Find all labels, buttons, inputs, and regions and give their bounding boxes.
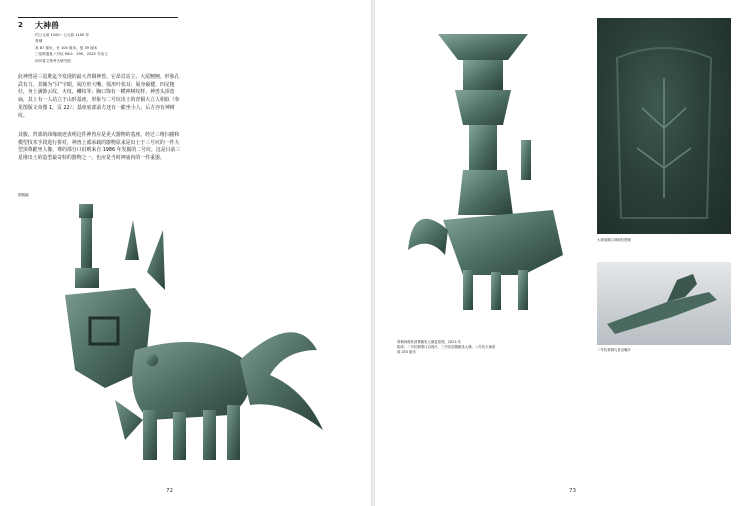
page-number-right: 73 (569, 488, 576, 494)
meta-dimensions: 高 87 厘米，长 104 厘米，宽 39 厘米 (35, 45, 98, 50)
bird-head-fragment-photo (597, 262, 731, 345)
body-paragraph-1: 此神兽是三星堆迄今发现的最大青铜神兽。它昂首站立，大尾翘翘，形象孔武有力。其额为“目”字眼，阔方形大嘴，弧形叶状耳；展身硕健，四足粗壮，身上满饰云纹、火纹、鳞纹等；胸口饰有一横神树纹样。神兽头顶宽扁，其上有一人站立于山形基座，形象与二号坑出土的青铜大立人相似（参见图版文章图 1，页 22）；基座底部前方还有一跪坐小人，后方亦有神树纹。 (18, 74, 180, 119)
caption-composition: 构成：二号坑铜尊口沿残片、三号坑顶尊跪坐人像、八号坑大神兽 (397, 345, 496, 349)
detail-caption: 大神兽胸口神树纹图案 (597, 238, 631, 242)
reconstruction-caption (397, 340, 547, 355)
body-paragraph-2: 其腹、背部的纬缘痕迹表明这件神兽应是更大器物的基座。经过三维扫描和模型技术手段进行拼对，神兽上部承载的器物原来是出土于三号坑的一件大型顶尊跪坐人像，尊的部分口沿则来自 1986 年发掘的二号坑。这是目前三星堆出土的造型最奇特的器物之一，也应是当时神庙内的一件重器。 (18, 132, 181, 162)
right-page (375, 0, 746, 506)
fragment-shape (597, 262, 731, 345)
caption-height: 高 253 厘米 (397, 350, 416, 354)
caption-title: 青铜神兽驮顶尊跪坐人像复原图，2023 年 (397, 340, 461, 344)
meta-provenance: 三星堆遗址八号坑 K8①：290、2022 年出土 (35, 52, 108, 57)
left-page (0, 0, 371, 506)
bronze-beast-photo (55, 200, 325, 475)
section-title: 大神兽 (35, 21, 59, 30)
object-metadata (35, 32, 108, 64)
tree-pattern-overlay (597, 18, 731, 234)
meta-collection: 四川省文物考古研究院 (35, 58, 71, 63)
reconstruction-photo (403, 20, 583, 320)
meta-date: 约公元前 1200－公元前 1100 年 (35, 33, 90, 37)
fragment-caption: 二号坑青铜鸟首出嘴片 (597, 348, 631, 352)
section-number: 2 (18, 21, 23, 29)
meta-material: 青铜 (35, 39, 43, 44)
page-number-left: 72 (166, 488, 173, 494)
section-rule (18, 17, 178, 18)
plate-label: 图版编 (18, 193, 29, 197)
chest-tree-pattern-photo (597, 18, 731, 234)
